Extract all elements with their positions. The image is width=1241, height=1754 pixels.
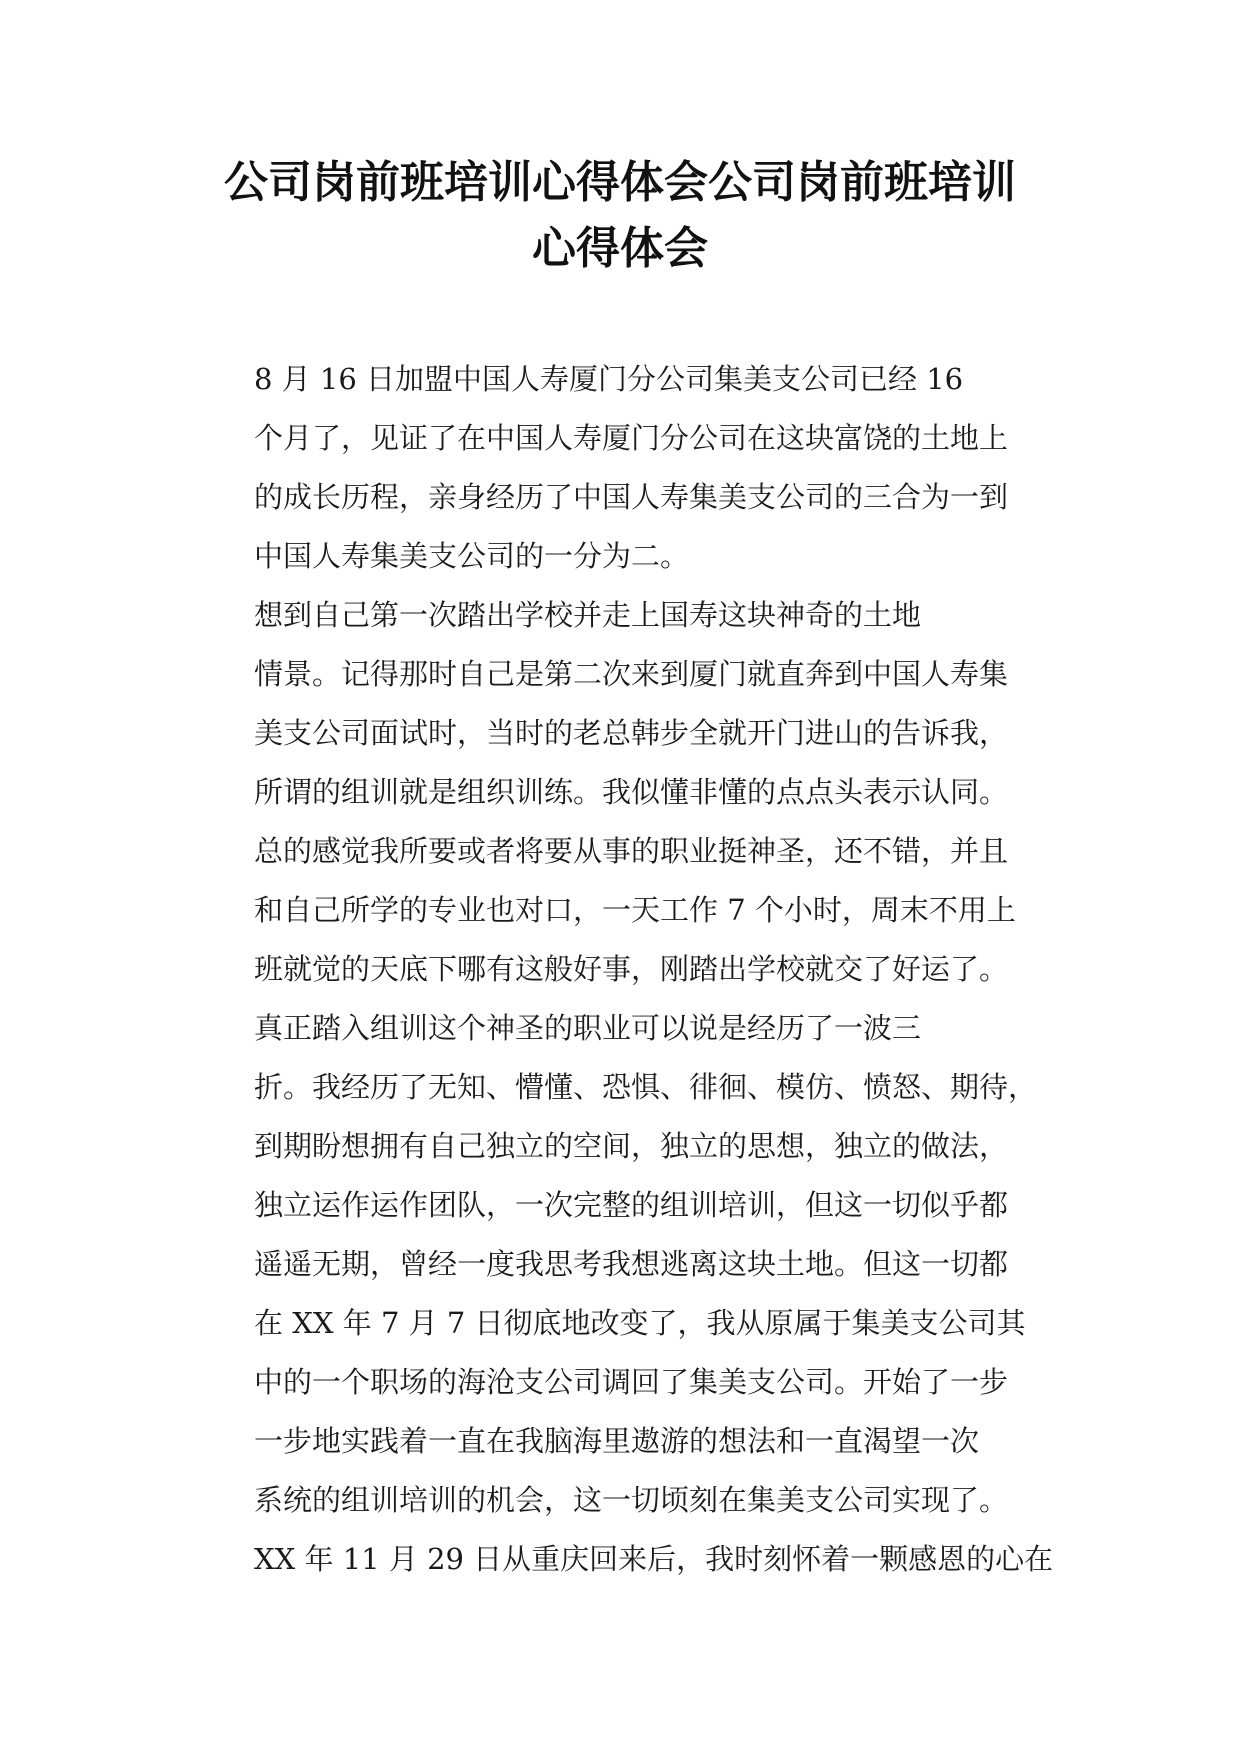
- text-line: 和自己所学的专业也对口，一天工作 7 个小时，周末不用上: [254, 893, 1016, 927]
- text-line: XX 年 11 月 29 日从重庆回来后，我时刻怀着一颗感恩的心在: [254, 1542, 1054, 1576]
- text-line: 在 XX 年 7 月 7 日彻底地改变了，我从原属于集美支公司其: [254, 1306, 1026, 1340]
- text-line: 总的感觉我所要或者将要从事的职业挺神圣，还不错，并且: [254, 834, 1009, 868]
- title-line-1: 公司岗前班培训心得体会公司岗前班培训: [224, 157, 1016, 208]
- text-line: 真正踏入组训这个神圣的职业可以说是经历了一波三: [254, 1011, 922, 1045]
- text-line: 中的一个职场的海沧支公司调回了集美支公司。开始了一步: [254, 1365, 1009, 1399]
- text-line: 所谓的组训就是组织训练。我似懂非懂的点点头表示认同。: [254, 775, 1009, 809]
- text-line: 情景。记得那时自己是第二次来到厦门就直奔到中国人寿集: [254, 657, 1009, 691]
- paragraph-1: [190, 350, 1050, 586]
- text-line: 班就觉的天底下哪有这般好事，刚踏出学校就交了好运了。: [254, 952, 1009, 986]
- text-line: 中国人寿集美支公司的一分为二。: [254, 539, 690, 573]
- text-line: 一步地实践着一直在我脑海里遨游的想法和一直渴望一次: [254, 1424, 980, 1458]
- text-line: 折。我经历了无知、懵懂、恐惧、徘徊、模仿、愤怒、期待，: [254, 1070, 1038, 1104]
- title-line-2: 心得体会: [532, 223, 708, 274]
- text-line: 想到自己第一次踏出学校并走上国寿这块神奇的土地: [254, 598, 922, 632]
- text-line: 系统的组训培训的机会，这一切顷刻在集美支公司实现了。: [254, 1483, 1009, 1517]
- text-line: 8 月 16 日加盟中国人寿厦门分公司集美支公司已经 16: [254, 362, 964, 396]
- paragraph-3: [190, 999, 1054, 1589]
- document-body: [190, 350, 1054, 1589]
- text-line: 到期盼想拥有自己独立的空间，独立的思想，独立的做法，: [254, 1129, 1009, 1163]
- text-line: 个月了，见证了在中国人寿厦门分公司在这块富饶的土地上: [254, 421, 1009, 455]
- document-title: [150, 150, 1090, 282]
- text-line: 的成长历程，亲身经历了中国人寿集美支公司的三合为一到: [254, 480, 1009, 514]
- text-line: 美支公司面试时，当时的老总韩步全就开门进山的告诉我，: [254, 716, 1009, 750]
- text-line: 独立运作运作团队，一次完整的组训培训，但这一切似乎都: [254, 1188, 1009, 1222]
- paragraph-2: [190, 586, 1050, 999]
- text-line: 遥遥无期，曾经一度我思考我想逃离这块土地。但这一切都: [254, 1247, 1009, 1281]
